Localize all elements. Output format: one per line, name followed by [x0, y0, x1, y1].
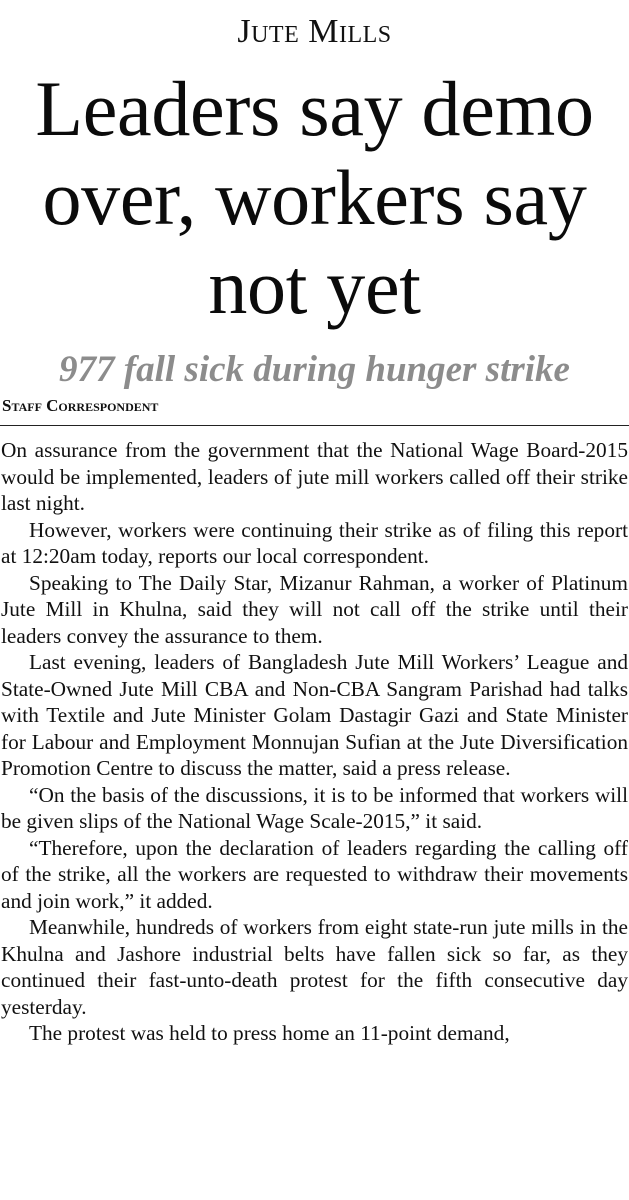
paragraph: “Therefore, upon the declaration of leaders regarding the calling off of the strike, all the workers are requested to withdraw their movements and join work,” it added.: [1, 835, 628, 913]
paragraph: However, workers were continuing their strike as of filing this report at 12:20am today, reports our local correspondent.: [1, 517, 628, 568]
paragraph: Meanwhile, hundreds of workers from eight state-run jute mills in the Khulna and Jashore industrial belts have fallen sick so far, as they continued their fast-unto-death protest for the fifth consecutive day yesterday.: [1, 915, 628, 1019]
paragraph: “On the basis of the discussions, it is to be informed that workers will be given slips of the National Wage Scale-2015,” it said.: [1, 782, 628, 833]
paragraph: Speaking to The Daily Star, Mizanur Rahman, a worker of Platinum Jute Mill in Khulna, said they will not call off the strike until their leaders convey the assurance to them.: [1, 570, 628, 648]
divider: [0, 425, 629, 426]
paragraph: Last evening, leaders of Bangladesh Jute Mill Workers’ League and State-Owned Jute Mill CBA and Non-CBA Sangram Parishad had talks with Textile and Jute Minister Golam Dastagir Gazi and State Minister for Labour and Employment Monnujan Sufian at the Jute Diversification Promotion Centre to discuss the matter, said a press release.: [1, 650, 628, 780]
paragraph: On assurance from the government that the National Wage Board-2015 would be implemented, leaders of jute mill workers called off their strike last night.: [1, 438, 628, 515]
paragraph: The protest was held to press home an 11-point demand,: [29, 1021, 510, 1045]
headline: Leaders say demo over, workers say not yet: [35, 65, 594, 330]
byline: Staff Correspondent: [2, 396, 159, 415]
article-body: [0, 437, 629, 1047]
section-kicker: Jute Mills: [237, 13, 392, 50]
article: [0, 12, 629, 1200]
subheadline: 977 fall sick during hunger strike: [59, 349, 570, 390]
